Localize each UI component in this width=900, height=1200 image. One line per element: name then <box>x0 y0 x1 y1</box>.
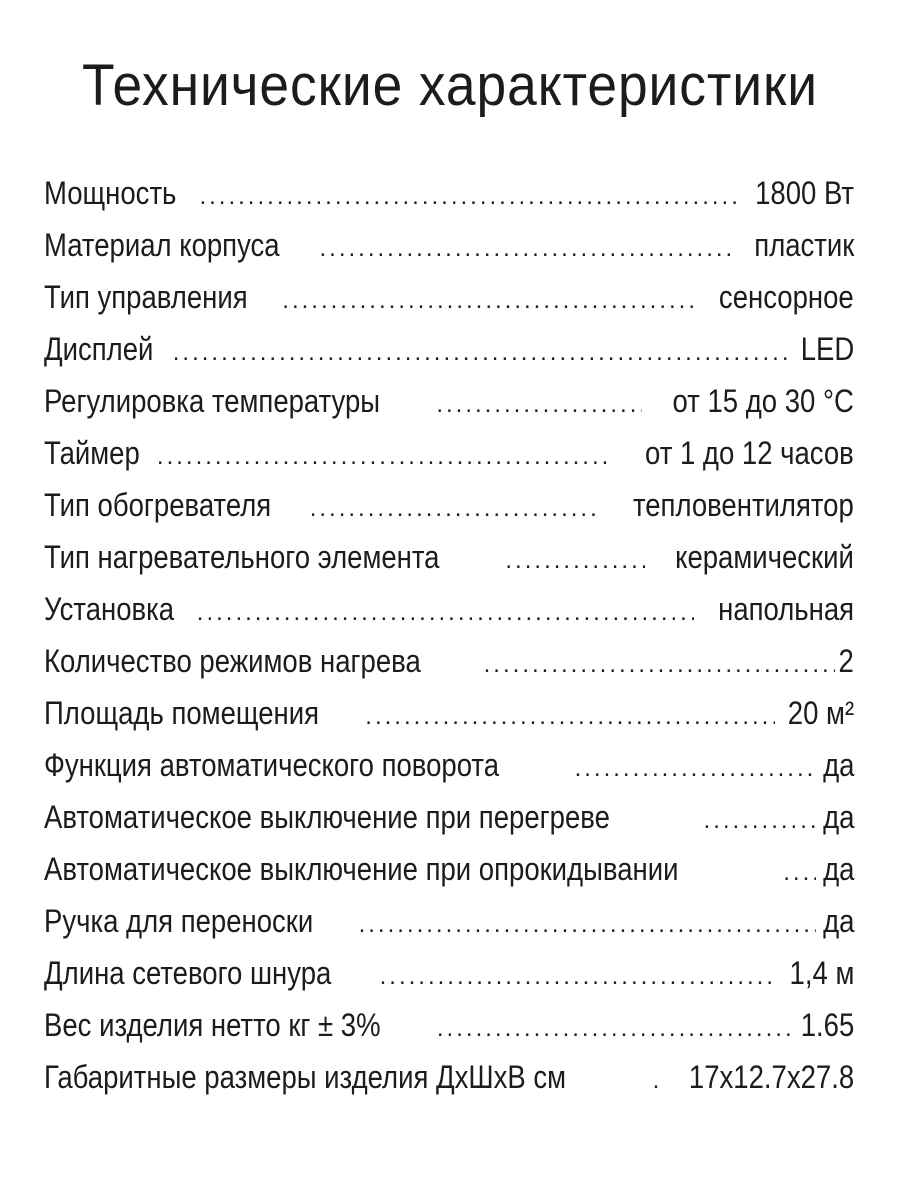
spec-label: Ручка для переноски <box>44 903 314 939</box>
dot-leader <box>484 639 835 691</box>
spec-label: Тип управления <box>44 279 248 315</box>
spec-label: Установка <box>44 591 175 627</box>
spec-label: Материал корпуса <box>44 227 280 263</box>
spec-label: Дисплей <box>44 331 154 367</box>
dot-leader <box>199 171 737 223</box>
spec-value: от 15 до 30 °С <box>672 383 854 419</box>
page-title: Технические характеристики <box>82 53 818 118</box>
spec-label: Функция автоматического поворота <box>44 747 499 783</box>
spec-row-temperature-range <box>44 375 854 427</box>
spec-row-tipover-shutoff <box>44 843 854 895</box>
spec-label: Площадь помещения <box>44 695 319 731</box>
spec-row-timer <box>44 427 854 479</box>
spec-label: Габаритные размеры изделия ДхШхВ см <box>44 1059 567 1095</box>
dot-leader <box>783 847 816 899</box>
dot-leader <box>575 743 816 795</box>
spec-row-room-area <box>44 687 854 739</box>
dot-leader <box>319 223 736 275</box>
spec-value: да <box>822 903 854 939</box>
spec-value: сенсорное <box>719 279 854 315</box>
spec-value: от 1 до 12 часов <box>645 435 854 471</box>
spec-row-heating-element <box>44 531 854 583</box>
spec-label: Таймер <box>44 435 140 471</box>
spec-row-cord-length <box>44 947 854 999</box>
spec-value: напольная <box>718 591 854 627</box>
dot-leader <box>359 899 816 951</box>
spec-value: да <box>822 851 854 887</box>
spec-row-heating-modes <box>44 635 854 687</box>
spec-value: LED <box>800 331 854 367</box>
spec-label: Тип обогревателя <box>44 487 272 523</box>
spec-row-heater-type <box>44 479 854 531</box>
spec-label: Регулировка температуры <box>44 383 381 419</box>
spec-list <box>44 167 854 1103</box>
spec-value: 1.65 <box>800 1007 854 1043</box>
dot-leader <box>380 951 777 1003</box>
spec-row-overheat-shutoff <box>44 791 854 843</box>
spec-row-power <box>44 167 854 219</box>
spec-label: Тип нагревательного элемента <box>44 539 440 575</box>
dot-leader <box>505 535 644 587</box>
spec-value: 1,4 м <box>789 955 854 991</box>
spec-value: керамический <box>675 539 854 575</box>
spec-row-installation <box>44 583 854 635</box>
spec-label: Длина сетевого шнура <box>44 955 332 991</box>
spec-label: Мощность <box>44 175 177 211</box>
spec-label: Автоматическое выключение при перегреве <box>44 799 610 835</box>
spec-row-auto-rotation <box>44 739 854 791</box>
dot-leader <box>310 483 596 535</box>
dot-leader <box>157 431 610 483</box>
spec-label: Автоматическое выключение при опрокидывании <box>44 851 679 887</box>
spec-value: тепловентилятор <box>633 487 854 523</box>
spec-row-dimensions <box>44 1051 854 1103</box>
dot-leader <box>365 691 775 743</box>
spec-value: да <box>822 799 854 835</box>
spec-row-control-type <box>44 271 854 323</box>
dot-leader <box>704 795 816 847</box>
spec-row-net-weight <box>44 999 854 1051</box>
spec-label: Количество режимов нагрева <box>44 643 421 679</box>
dot-leader <box>653 1055 661 1107</box>
spec-value: 1800 Вт <box>755 175 854 211</box>
dot-leader <box>197 587 695 639</box>
spec-value: 17x12.7x27.8 <box>688 1059 854 1095</box>
spec-value: пластик <box>753 227 854 263</box>
spec-value: 20 м² <box>787 695 854 731</box>
dot-leader <box>436 379 641 431</box>
spec-value: 2 <box>838 643 854 679</box>
dot-leader <box>282 275 695 327</box>
spec-label: Вес изделия нетто кг ± 3% <box>44 1007 381 1043</box>
dot-leader <box>173 327 790 379</box>
spec-row-display <box>44 323 854 375</box>
dot-leader <box>437 1003 790 1055</box>
spec-row-carry-handle <box>44 895 854 947</box>
spec-value: да <box>822 747 854 783</box>
spec-row-body-material <box>44 219 854 271</box>
